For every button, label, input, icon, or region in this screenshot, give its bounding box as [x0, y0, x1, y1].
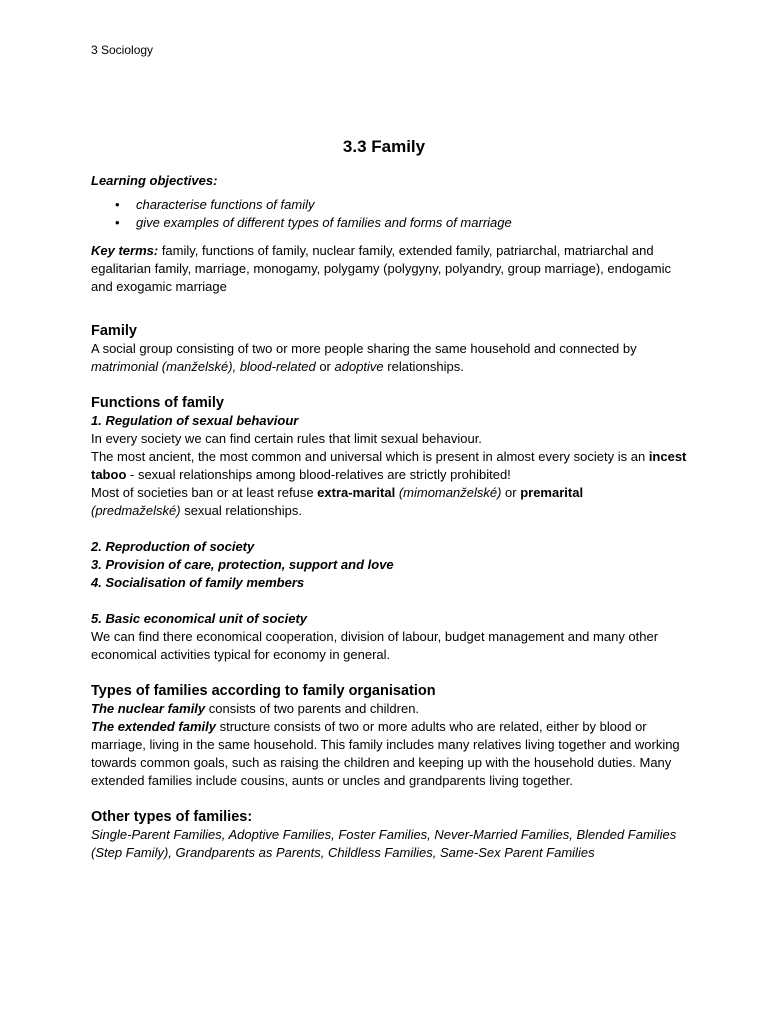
- function-1-line3: Most of societies ban or at least refuse extra-marital (mimomanželské) or premarital (predmaželské) sexual relationships.: [91, 485, 584, 518]
- function-1-line2: The most ancient, the most common and universal which is present in almost every society is an incest taboo - sexual relationships among blood-relatives are strictly prohibited!: [91, 449, 687, 482]
- family-definition: A social group consisting of two or more people sharing the same household and connected by matrimonial (manželské), blood-related or adoptive relationships.: [91, 341, 637, 374]
- family-heading: Family: [91, 323, 137, 339]
- function-1-title: 1. Regulation of sexual behaviour: [91, 413, 299, 428]
- learning-objectives-list: [91, 196, 691, 232]
- key-terms: Key terms: family, functions of family, nuclear family, extended family, patriarchal, matriarchal and egalitarian family, marriage, monogamy, polygamy (polygyny, polyandry, group marriage), endogamic and exogamic marriage: [91, 243, 671, 294]
- types-heading: Types of families according to family organisation: [91, 683, 436, 699]
- function-5-text: We can find there economical cooperation, division of labour, budget management and many other economical activities typical for economy in general.: [91, 629, 659, 662]
- list-item: • give examples of different types of families and forms of marriage: [115, 215, 512, 230]
- function-4-title: 4. Socialisation of family members: [91, 575, 305, 590]
- other-types-heading: Other types of families:: [91, 809, 253, 825]
- function-1-line1: In every society we can find certain rules that limit sexual behaviour.: [91, 431, 482, 446]
- function-2-title: 2. Reproduction of society: [91, 539, 255, 554]
- function-3-title: 3. Provision of care, protection, support and love: [91, 557, 394, 572]
- other-types-text: Single-Parent Families, Adoptive Families, Foster Families, Never-Married Families, Blended Families (Step Family), Grandparents as Parents, Childless Families, Same-Sex Parent Families: [91, 827, 677, 860]
- page-title: 3.3 Family: [342, 137, 426, 156]
- list-item: • characterise functions of family: [115, 197, 315, 212]
- bullet-icon: •: [115, 197, 120, 212]
- nuclear-family: The nuclear family consists of two parents and children.: [91, 701, 420, 716]
- function-5-title: 5. Basic economical unit of society: [91, 611, 308, 626]
- document-body: [91, 172, 691, 862]
- page-header: 3 Sociology: [91, 43, 154, 57]
- learning-objectives-heading: Learning objectives:: [91, 173, 218, 188]
- extended-family: The extended family structure consists of two or more adults who are related, either by blood or marriage, living in the same household. This family includes many relatives living together and working towards common goals, such as raising the children and keeping up with the household duties. Many extended families include cousins, aunts or uncles and grandparents living together.: [91, 719, 680, 788]
- functions-heading: Functions of family: [91, 395, 224, 411]
- bullet-icon: •: [115, 215, 120, 230]
